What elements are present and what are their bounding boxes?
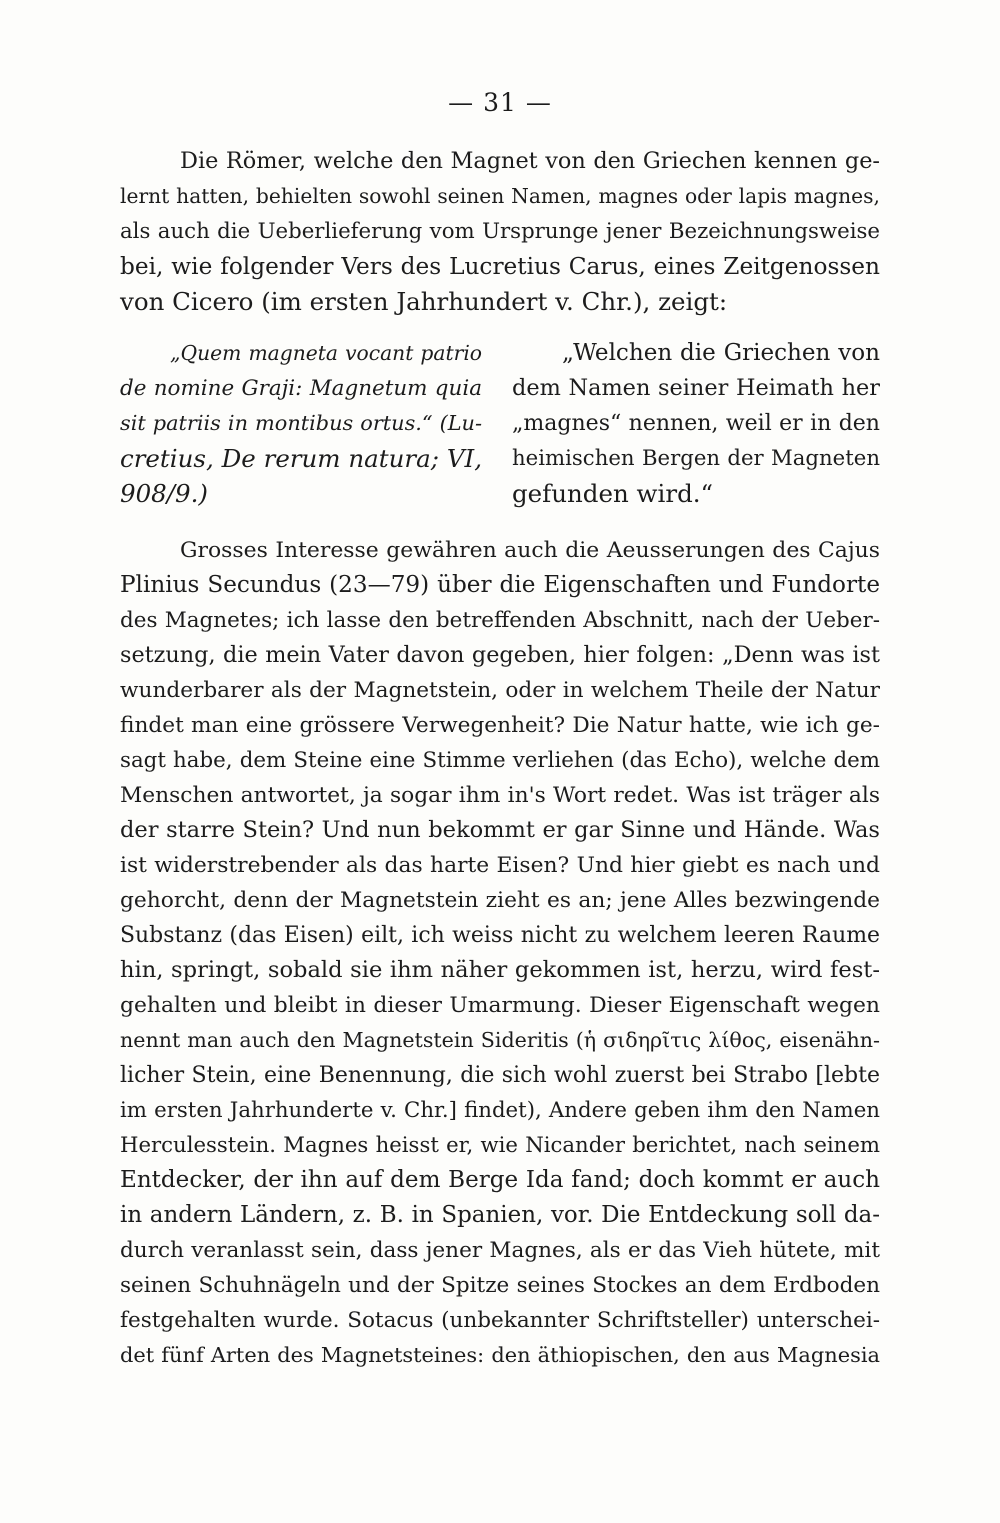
text-line: durch veranlasst sein, dass jener Magnes, als er das Vieh hütete, mit bbox=[120, 1238, 880, 1263]
text-line: Substanz (das Eisen) eilt, ich weiss nicht zu welchem leeren Raume bbox=[120, 923, 880, 948]
text-line: festgehalten wurde. Sotacus (unbekannter Schriftsteller) unterschei- bbox=[120, 1308, 880, 1333]
text-line: des Magnetes; ich lasse den betreffenden Abschnitt, nach der Ueber- bbox=[120, 608, 880, 633]
text-line: „magnes“ nennen, weil er in den bbox=[512, 411, 880, 436]
text-line: de nomine Graji: Magnetum quia bbox=[120, 376, 482, 401]
text-line: Plinius Secundus (23—79) über die Eigenschaften und Fundorte bbox=[120, 572, 880, 598]
text-line: „Quem magneta vocant patrio bbox=[170, 341, 482, 365]
text-line: setzung, die mein Vater davon gegeben, hier folgen: „Denn was ist bbox=[120, 642, 880, 668]
text-line: „Welchen die Griechen von bbox=[562, 340, 880, 366]
text-line: bei, wie folgender Vers des Lucretius Carus, eines Zeitgenossen bbox=[120, 253, 880, 280]
text-line: findet man eine grössere Verwegenheit? Die Natur hatte, wie ich ge- bbox=[120, 713, 880, 738]
text-line: seinen Schuhnägeln und der Spitze seines Stockes an dem Erdboden bbox=[120, 1273, 880, 1298]
text-line: sagt habe, dem Steine eine Stimme verliehen (das Echo), welche dem bbox=[120, 748, 880, 773]
text-line: lernt hatten, behielten sowohl seinen Namen, magnes oder lapis magnes, bbox=[120, 184, 880, 208]
text-line: det fünf Arten des Magnetsteines: den äthiopischen, den aus Magnesia bbox=[120, 1343, 880, 1367]
text-line: heimischen Bergen der Magneten bbox=[512, 446, 880, 471]
paragraph-plinius bbox=[120, 533, 880, 1373]
text-line: in andern Ländern, z. B. in Spanien, vor. Die Entdeckung soll da- bbox=[120, 1202, 880, 1228]
text-line: gefunden wird.“ bbox=[512, 479, 714, 508]
page-number: — 31 — bbox=[448, 88, 552, 117]
text-line: licher Stein, eine Benennung, die sich wohl zuerst bei Strabo [lebte bbox=[120, 1063, 880, 1088]
latin-quote bbox=[120, 336, 482, 511]
text-line: gehorcht, denn der Magnetstein zieht es an; jene Alles bezwingende bbox=[120, 888, 880, 913]
text-line: Herculesstein. Magnes heisst er, wie Nicander berichtet, nach seinem bbox=[120, 1133, 880, 1158]
text-line: sit patriis in montibus ortus.“ (Lu- bbox=[120, 411, 482, 435]
german-translation bbox=[512, 336, 880, 511]
text-line: als auch die Ueberlieferung vom Ursprunge jener Bezeichnungsweise bbox=[120, 219, 880, 244]
text-line: nennt man auch den Magnetstein Sideritis (ἡ σιδηρῖτις λίθος, eisenähn- bbox=[120, 1028, 880, 1052]
paragraph-romans bbox=[120, 144, 880, 319]
text-line: Die Römer, welche den Magnet von den Griechen kennen ge- bbox=[180, 148, 880, 174]
text-line: cretius, De rerum natura; VI, bbox=[120, 444, 482, 473]
text-line: 908/9.) bbox=[120, 479, 208, 508]
text-line: Menschen antwortet, ja sogar ihm in's Wort redet. Was ist träger als bbox=[120, 783, 880, 808]
lucretius-quote-block bbox=[120, 336, 880, 516]
text-line: ist widerstrebender als das harte Eisen? Und hier giebt es nach und bbox=[120, 853, 880, 878]
text-line: dem Namen seiner Heimath her bbox=[512, 375, 880, 401]
text-line: hin, springt, sobald sie ihm näher gekommen ist, herzu, wird fest- bbox=[120, 957, 880, 983]
text-line: Grosses Interesse gewähren auch die Aeusserungen des Cajus bbox=[180, 538, 880, 563]
text-line: wunderbarer als der Magnetstein, oder in welchem Theile der Natur bbox=[120, 678, 880, 703]
text-line: im ersten Jahrhunderte v. Chr.] findet), Andere geben ihm den Namen bbox=[120, 1098, 880, 1123]
text-line: gehalten und bleibt in dieser Umarmung. Dieser Eigenschaft wegen bbox=[120, 993, 880, 1018]
text-line: Entdecker, der ihn auf dem Berge Ida fand; doch kommt er auch bbox=[120, 1167, 880, 1193]
text-line: von Cicero (im ersten Jahrhundert v. Chr.), zeigt: bbox=[120, 287, 728, 316]
text-line: der starre Stein? Und nun bekommt er gar Sinne und Hände. Was bbox=[120, 817, 880, 843]
